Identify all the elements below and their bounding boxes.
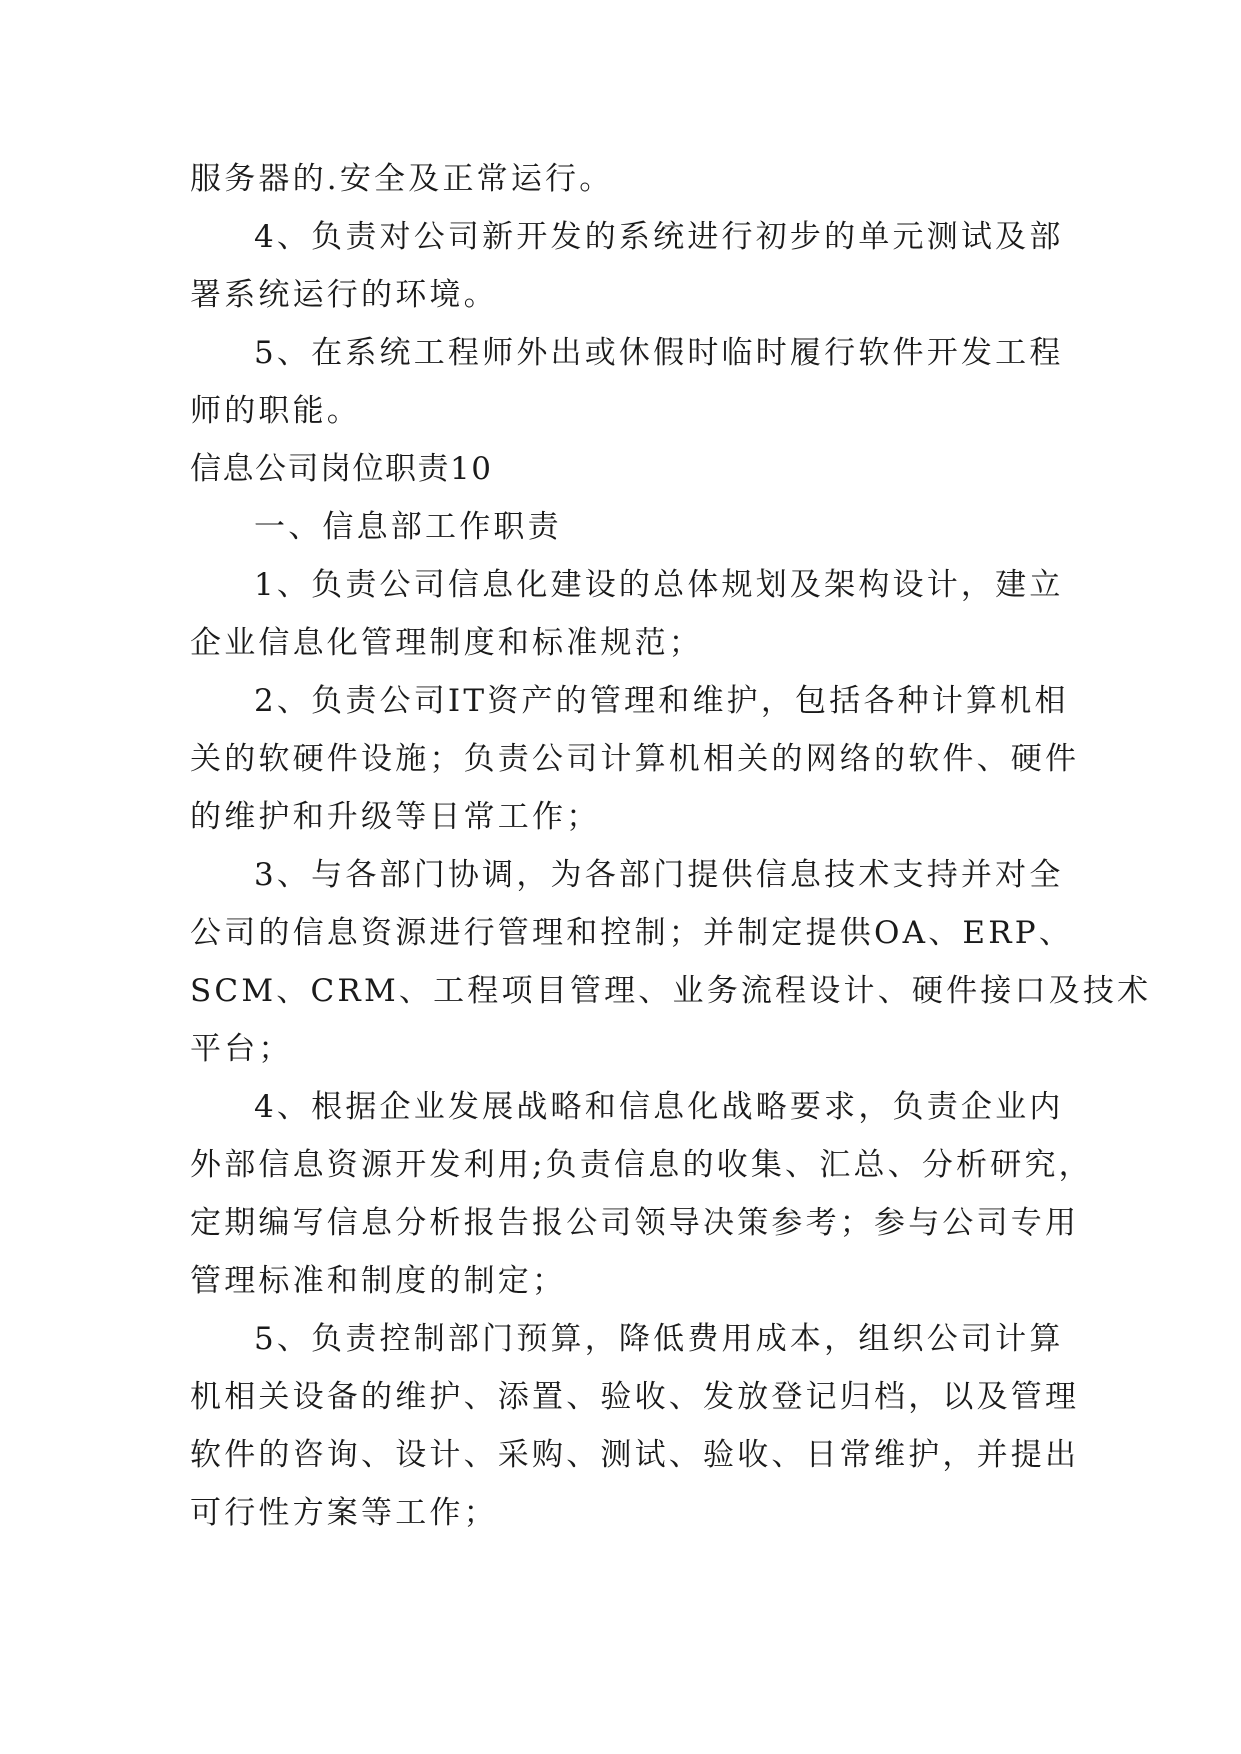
text-line: 管理标准和制度的制定； xyxy=(190,1263,567,1299)
text-line: 5、在系统工程师外出或休假时临时履行软件开发工程 xyxy=(254,335,1064,371)
text-line: 署系统运行的环境。 xyxy=(190,277,498,313)
text-line: 公司的信息资源进行管理和控制；并制定提供OA、ERP、 xyxy=(190,915,1074,951)
text-line: 软件的咨询、设计、采购、测试、验收、日常维护，并提出 xyxy=(190,1437,1080,1473)
document-page xyxy=(190,150,1152,1542)
text-line: 1、负责公司信息化建设的总体规划及架构设计，建立 xyxy=(254,567,1064,603)
text-line: 3、与各部门协调，为各部门提供信息技术支持并对全 xyxy=(254,857,1064,893)
text-line: 师的职能。 xyxy=(190,393,361,429)
text-line: 4、负责对公司新开发的系统进行初步的单元测试及部 xyxy=(254,219,1064,255)
text-line: 5、负责控制部门预算，降低费用成本，组织公司计算 xyxy=(254,1321,1064,1357)
text-line: 平台； xyxy=(190,1031,293,1067)
text-line: 定期编写信息分析报告报公司领导决策参考；参与公司专用 xyxy=(190,1205,1080,1241)
text-line: 关的软硬件设施；负责公司计算机相关的网络的软件、硬件 xyxy=(190,741,1080,777)
text-line: 机相关设备的维护、添置、验收、发放登记归档，以及管理 xyxy=(190,1379,1080,1415)
text-line: 4、根据企业发展战略和信息化战略要求，负责企业内 xyxy=(254,1089,1064,1125)
text-line: 2、负责公司IT资产的管理和维护，包括各种计算机相 xyxy=(254,683,1069,719)
text-line: 企业信息化管理制度和标准规范； xyxy=(190,625,703,661)
text-line: 外部信息资源开发利用;负责信息的收集、汇总、分析研究， xyxy=(190,1147,1093,1183)
text-line: 服务器的.安全及正常运行。 xyxy=(190,161,614,197)
text-line: 的维护和升级等日常工作； xyxy=(190,799,601,835)
subsection-title: 一、信息部工作职责 xyxy=(254,509,562,545)
section-title: 信息公司岗位职责10 xyxy=(190,451,493,487)
text-line: 可行性方案等工作； xyxy=(190,1495,498,1531)
text-line: SCM、CRM、工程项目管理、业务流程设计、硬件接口及技术 xyxy=(190,973,1152,1009)
